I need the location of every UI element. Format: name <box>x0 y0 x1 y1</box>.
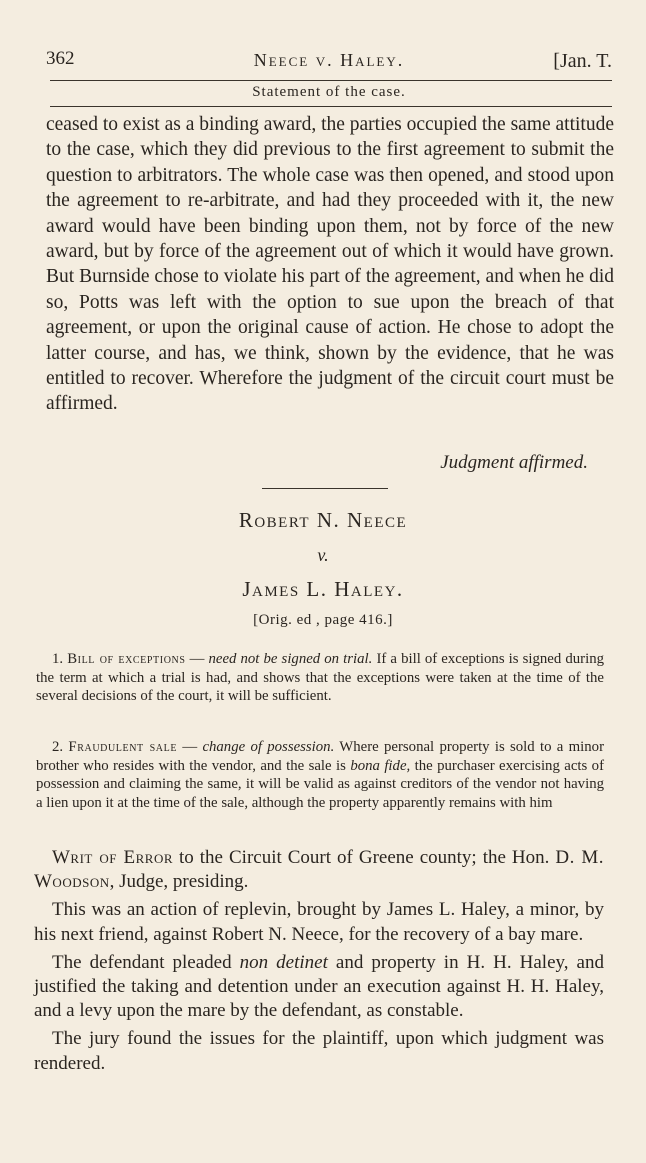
judgment-affirmed: Judgment affirmed. <box>440 452 588 473</box>
page-number: 362 <box>46 48 75 69</box>
statement-of-case <box>34 846 604 1080</box>
headnote-subtitle: change of possession. <box>202 739 335 755</box>
headnote-text: If a bill of exceptions is signed during the term at which a trial is had, and shows that the exceptions were taken at the time of the several decisions of the court, it will be sufficient. <box>36 651 604 705</box>
case-defendant: James L. Haley. <box>242 577 404 601</box>
headnote-number: 1. <box>52 651 64 667</box>
headnote-title: Bill of exceptions <box>67 651 186 667</box>
statement-paragraph: This was an action of replevin, brought by James L. Haley, a minor, by his next friend, against Robert N. Neece, for the recovery of a bay mare. <box>34 899 604 945</box>
judge-text: , Judge, presiding. <box>109 871 249 893</box>
headnote-title: Fraudulent sale <box>68 739 178 755</box>
plea-phrase: non detinet <box>239 951 328 973</box>
headnote-number: 2. <box>52 739 64 755</box>
writ-label: Writ of Error <box>52 847 173 868</box>
headnote-dash: — <box>185 651 209 667</box>
headnote <box>36 650 604 719</box>
writ-text: to the Circuit Court of Greene county; the Hon. <box>173 847 556 868</box>
judge-name: D. M. Woodson <box>34 847 605 893</box>
headnote-text: the purchaser exercising acts of possession and claiming the same, it will be valid as against creditors of the vendor not having a lien upon it at the time of the sale, although the property apparently remains with him <box>36 757 604 811</box>
header-rule-bottom <box>50 106 612 107</box>
opinion-text <box>46 112 614 417</box>
header-rule-top <box>50 80 612 81</box>
case-plaintiff: Robert N. Neece <box>238 508 408 532</box>
statement-paragraph <box>34 951 604 1024</box>
original-edition-reference: [Orig. ed , page 416.] <box>253 612 393 628</box>
headnote <box>36 738 604 825</box>
headnote-italic-phrase: bona fide, <box>350 757 411 774</box>
headnote-subtitle: need not be signed on trial. <box>208 651 373 667</box>
running-date: [Jan. T. <box>553 50 612 72</box>
running-title: Neece v. Haley. <box>253 50 405 70</box>
headnote-text: Where personal property is sold to a minor brother who resides with the vendor, and the sale is <box>36 739 604 774</box>
statement-text: and property in H. H. Haley, and justified the taking and detention under an execution against H. H. Haley, and a levy upon the mare by the defendant, as constable. <box>34 951 604 1022</box>
opinion-paragraph: ceased to exist as a binding award, the parties occupied the same attitude to the case, which they did previous to the first agreement to submit the question to arbitrators. The whole case was then opened, and stood upon the agreement to re-arbitrate, and had they proceeded with it, the new award would have been binding upon them, not by force of the new award, but by force of the agreement out of which it would have grown. But Burnside chose to violate his part of the agreement, and when he did so, Potts was left with the option to sue upon the breach of that agreement, or upon the original cause of action. He chose to adopt the latter course, and has, we think, shown by the evidence, that he was entitled to recover. Wherefore the judgment of the circuit court must be affirmed. <box>46 114 615 415</box>
case-divider <box>262 488 388 489</box>
page-header <box>46 48 612 78</box>
statement-text: The defendant pleaded <box>52 951 240 973</box>
section-label: Statement of the case. <box>252 84 406 100</box>
headnote-dash: — <box>177 739 203 755</box>
case-versus: v. <box>317 545 329 565</box>
statement-paragraph: The jury found the issues for the plaintiff, upon which judgment was rendered. <box>34 1028 604 1074</box>
statement-paragraph <box>34 846 604 894</box>
